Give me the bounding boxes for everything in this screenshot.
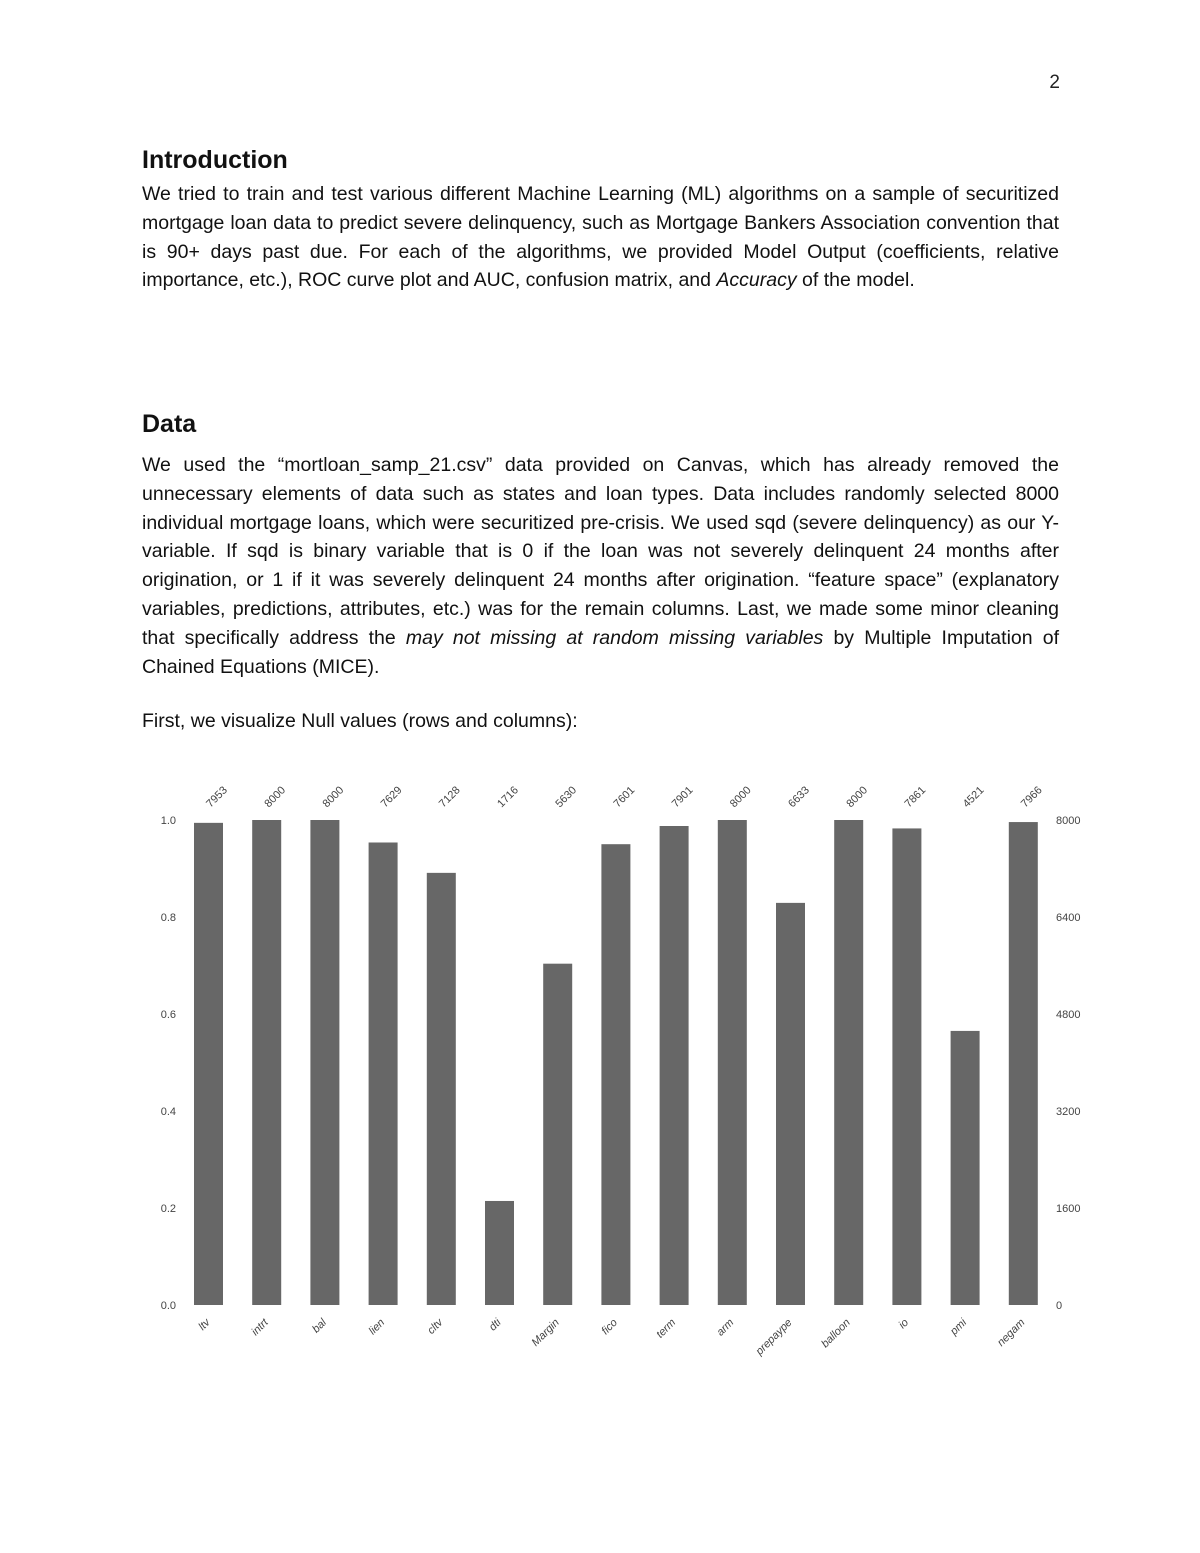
- bar-intrt: [252, 820, 281, 1305]
- category-label: negam: [995, 1316, 1028, 1349]
- bar-fico: [601, 844, 630, 1305]
- bar-io: [892, 828, 921, 1305]
- bar-count-label: 6633: [786, 784, 812, 811]
- bar-pmi: [951, 1031, 980, 1305]
- bar-count-label: 7901: [669, 784, 696, 811]
- bar-count-label: 8000: [320, 784, 347, 811]
- bar-dti: [485, 1201, 514, 1305]
- bar-prepaype: [776, 903, 805, 1305]
- bar-count-label: 7953: [204, 784, 230, 811]
- introduction-text-end: of the model.: [796, 269, 915, 292]
- introduction-heading: Introduction: [142, 146, 288, 174]
- bar-Margin: [543, 964, 572, 1305]
- bar-count-label: 1716: [495, 784, 521, 811]
- right-axis-tick-label: 0: [1056, 1300, 1063, 1312]
- bar-count-label: 7128: [436, 784, 463, 811]
- right-axis-tick-label: 4800: [1056, 1009, 1081, 1021]
- category-label: lien: [366, 1316, 388, 1338]
- category-label: term: [654, 1316, 679, 1341]
- category-label: intrt: [249, 1316, 271, 1339]
- category-label: dti: [486, 1316, 504, 1334]
- category-label: balloon: [819, 1316, 853, 1351]
- data-text: We used the “mortloan_samp_21.csv” data provided on Canvas, which has already removed the unnecessary elements of data such as states and loan types. Data includes randomly selected 8000 individual mortgage loans, which were securitized pre-crisis. We used sqd (severe delinquency) as our Y-variable. If sqd is binary variable that is 0 if the loan was not severely delinquent 24 months after origination, or 1 if it was severely delinquent 24 months after origination. “feature space” (explanatory variables, predictions, attributes, etc.) was for the remain columns. Last, we made some minor cleaning that specifically address the: [142, 454, 1059, 649]
- visualize-null-line: First, we visualize Null values (rows and columns):: [142, 710, 578, 732]
- bar-count-label: 7861: [902, 784, 929, 811]
- category-label: arm: [714, 1316, 737, 1339]
- bar-count-label: 5630: [553, 784, 580, 811]
- left-axis-tick-label: 0.8: [160, 912, 176, 924]
- bar-count-label: 7966: [1018, 784, 1045, 811]
- bar-count-label: 7629: [378, 784, 405, 811]
- introduction-text: We tried to train and test various different Machine Learning (ML) algorithms on a sample of securitized mortgage loan data to predict severe delinquency, such as Mortgage Bankers Association convention that is 90+ days past due. For each of the algorithms, we provided Model Output (coefficients, relative importance, etc.), ROC curve plot and AUC, confusion matrix, and: [142, 183, 1059, 292]
- page-number: 2: [1049, 72, 1060, 93]
- data-text-end: by Multiple Imputation of Chained Equations (MICE).: [142, 626, 1059, 678]
- bar-count-label: 8000: [844, 784, 871, 811]
- left-axis-tick-label: 0.2: [160, 1203, 176, 1215]
- right-axis-tick-label: 8000: [1056, 815, 1081, 827]
- category-label: bal: [310, 1316, 330, 1336]
- category-label: cltv: [425, 1316, 446, 1337]
- right-axis-tick-label: 6400: [1056, 912, 1081, 924]
- bar-count-label: 8000: [727, 784, 754, 811]
- bar-ltv: [194, 823, 223, 1305]
- category-label: fico: [599, 1316, 621, 1338]
- bar-balloon: [834, 820, 863, 1305]
- bar-negam: [1009, 822, 1038, 1305]
- bar-term: [660, 826, 689, 1305]
- bar-cltv: [427, 873, 456, 1305]
- bar-count-label: 4521: [960, 784, 987, 811]
- left-axis-tick-label: 1.0: [160, 815, 176, 827]
- missing-variables-emphasis: may not missing at random missing variables: [405, 626, 824, 649]
- bar-count-label: 7601: [611, 784, 638, 811]
- bar-bal: [310, 820, 339, 1305]
- bar-arm: [718, 820, 747, 1305]
- bar-lien: [369, 842, 398, 1305]
- right-axis-tick-label: 3200: [1056, 1106, 1081, 1118]
- bar-count-label: 8000: [262, 784, 289, 811]
- category-label: Margin: [529, 1316, 562, 1349]
- accuracy-emphasis: Accuracy: [716, 269, 797, 292]
- category-label: io: [896, 1316, 912, 1332]
- category-label: pmi: [948, 1316, 970, 1338]
- right-axis-tick-label: 1600: [1056, 1203, 1081, 1215]
- left-axis-tick-label: 0.0: [160, 1300, 176, 1312]
- data-heading: Data: [142, 410, 197, 438]
- left-axis-tick-label: 0.6: [160, 1009, 176, 1021]
- category-label: prepaype: [753, 1316, 795, 1358]
- left-axis-tick-label: 0.4: [160, 1106, 176, 1118]
- category-label: ltv: [196, 1316, 213, 1333]
